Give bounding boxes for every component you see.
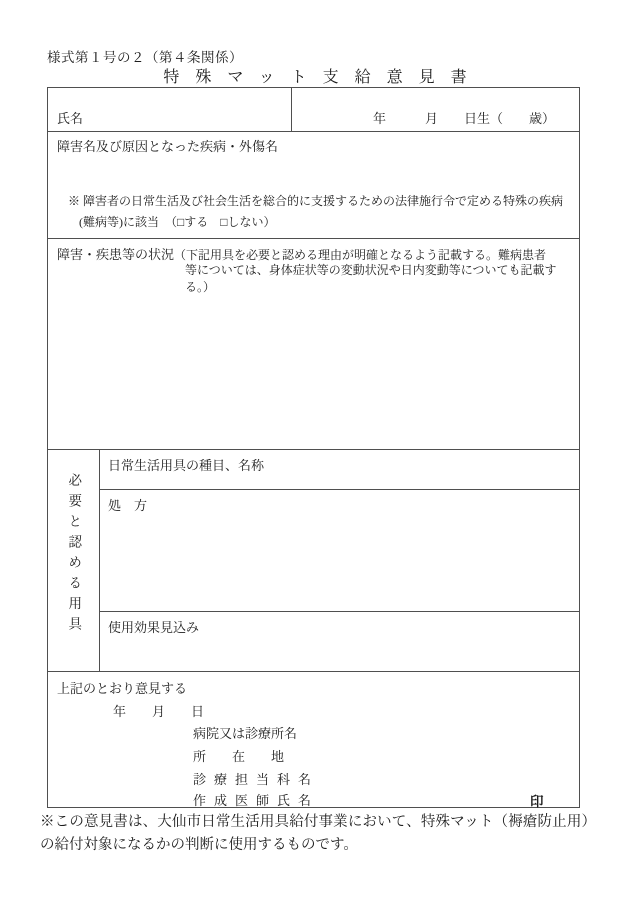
page-title: 特殊マット支給意見書 xyxy=(163,69,483,86)
disability-field[interactable] xyxy=(48,154,579,188)
condition-field[interactable] xyxy=(48,284,579,449)
doctor-name-field[interactable]: 作成医師氏名 xyxy=(193,793,320,808)
footer-note: ※この意見書は、大仙市日常生活用具給付事業において、特殊マット（褥瘡防止用）の給付対象になるかの判断に使用するものです。 xyxy=(40,814,596,853)
address-field[interactable]: 所 在 地 xyxy=(193,749,285,764)
effect-label: 使用効果見込み xyxy=(108,620,200,636)
prescription-label: 処 方 xyxy=(108,497,148,513)
equipment-section xyxy=(48,449,579,671)
condition-label: 障害・疾患等の状況 xyxy=(57,247,175,262)
checkbox-not-applies[interactable]: □しない xyxy=(220,215,264,229)
checkbox-applies[interactable]: □する xyxy=(177,215,209,229)
equipment-item-label: 日常生活用具の種目、名称 xyxy=(108,458,265,473)
disability-note-line1: ※ 障害者の日常生活及び社会生活を総合的に支援するための法律施行令で定める特殊の疾病 xyxy=(68,194,564,208)
hospital-name-field[interactable]: 病院又は診療所名 xyxy=(193,726,298,741)
birthdate-label: 年 月 日生（ 歳） xyxy=(372,111,555,126)
signature-section xyxy=(48,671,579,809)
applicability-prefix: (難病等)に該当 （ xyxy=(79,215,177,229)
seal-mark: 印 xyxy=(530,794,544,809)
equipment-cells xyxy=(100,450,579,671)
equipment-side-label: 必要と認める用具 xyxy=(66,473,82,637)
name-field[interactable] xyxy=(48,88,292,131)
header-row xyxy=(48,88,579,131)
equipment-item-field[interactable] xyxy=(100,450,579,489)
form-table xyxy=(47,87,580,808)
department-field[interactable]: 診療担当科名 xyxy=(193,772,320,787)
checkbox-separator xyxy=(208,215,220,229)
condition-note-line2: 等については、身体症状等の変動状況や日内変動等についても記載する。） xyxy=(185,263,557,294)
effect-field[interactable] xyxy=(100,611,579,671)
equipment-side-column xyxy=(48,450,100,671)
applicability-suffix: ） xyxy=(263,215,276,229)
disability-section xyxy=(48,131,579,238)
opinion-statement: 上記のとおり意見する xyxy=(57,681,188,696)
prescription-field[interactable] xyxy=(100,489,579,611)
condition-note-line1: （下記用具を必要と認める理由が明確となるよう記載する。難病患者 xyxy=(174,248,547,262)
signature-date-field[interactable]: 年 月 日 xyxy=(113,704,205,719)
birthdate-field[interactable] xyxy=(292,88,579,131)
condition-section xyxy=(48,238,579,449)
name-label: 氏名 xyxy=(57,111,84,126)
disability-label: 障害名及び原因となった疾病・外傷名 xyxy=(57,139,279,154)
applicability-line xyxy=(79,213,276,230)
form-number-label: 様式第１号の２（第４条関係） xyxy=(47,50,243,65)
